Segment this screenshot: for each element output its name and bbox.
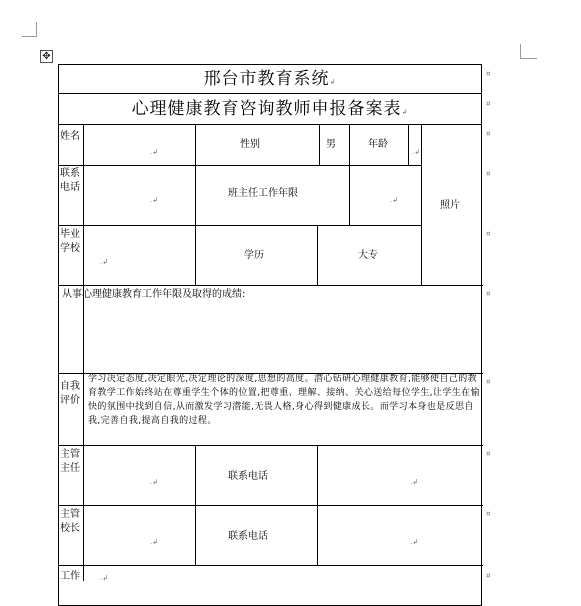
row-end-mark: ¤ [486,230,491,238]
row-end-mark: ¤ [486,130,491,138]
principal-name-field[interactable]: .↲ [150,538,159,546]
form-title: 心理健康教育咨询教师申报备案表↲ [58,93,482,125]
age-value-field[interactable]: .↲ [412,148,421,156]
principal-contact-field[interactable]: .↲ [410,538,419,546]
row-end-mark: ¤ [486,450,491,458]
principal-label: 主管校长 [60,509,80,534]
page-corner-mark [520,44,537,59]
head-teacher-years-label: 班主任工作年限 [228,188,298,199]
table-move-handle-icon[interactable]: ✥ [40,50,53,63]
photo-label: 照片 [440,200,460,211]
head-teacher-years-field[interactable]: .↲ [390,196,399,204]
gender-value[interactable]: 男 [326,139,336,150]
work-label: 工作 [60,571,80,582]
row-end-mark: ¤ [486,100,491,108]
contact-phone-label: 联系电话 [60,168,80,193]
paragraph-mark: ↲ [401,108,409,116]
director-label: 主管主任 [60,449,80,474]
director-name-field[interactable]: .↲ [150,478,159,486]
row-end-mark: ¤ [486,378,491,386]
paragraph-mark: ↲ [329,78,337,86]
page-corner-mark [22,22,37,37]
director-contact-field[interactable]: .↲ [410,478,419,486]
work-field[interactable]: .↲ [100,574,109,582]
self-evaluation-label: 自我评价 [60,381,80,406]
name-value-field[interactable]: .↲ [150,148,159,156]
row-end-mark: ¤ [486,290,491,298]
gender-label: 性别 [240,139,260,150]
director-contact-label: 联系电话 [228,471,268,482]
row-end-mark: ¤ [486,170,491,178]
principal-contact-label: 联系电话 [228,531,268,542]
row-end-mark: ¤ [486,510,491,518]
contact-phone-field[interactable]: .↲ [150,196,159,204]
achievements-label: 从事心理健康教育工作年限及取得的成绩: [62,289,246,300]
school-label: 毕业学校 [60,229,80,254]
document-title: 邢台市教育系统↲ [58,64,482,94]
education-value[interactable]: 大专 [358,250,378,261]
school-value-field[interactable]: .↲ [100,258,109,266]
education-label: 学历 [244,250,264,261]
row-end-mark: ¤ [486,572,491,580]
row-end-mark: ¤ [486,70,491,78]
age-label: 年龄 [368,139,388,150]
name-label: 姓名 [60,131,80,142]
self-evaluation-text[interactable]: 学习决定态度,决定眼光,决定理论的深度,思想的高度。潜心钻研心理健康教育,能够使自己的教育教学工作始终站在尊重学生个体的位置,把尊重、理解、接纳、关心送给每位学生,让学生在愉快的氛围中找到自信,从而激发学习潜能,无畏人格,身心得到健康成长。而学习本身也是反思自我,完善自我,提高自我的过程。 [88,374,480,426]
